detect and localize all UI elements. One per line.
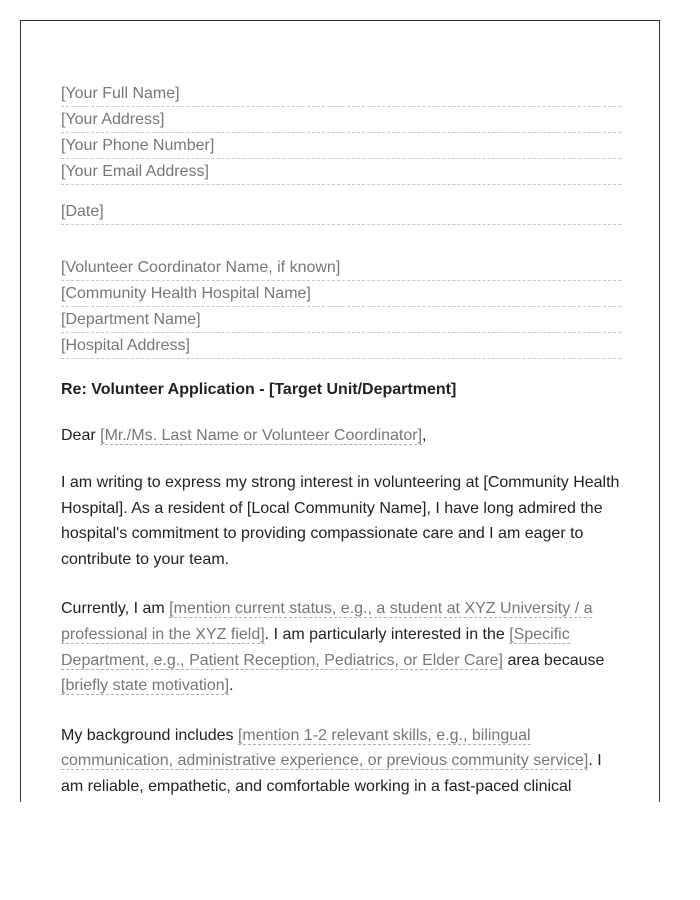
- sender-address-field[interactable]: [Your Address]: [61, 107, 621, 133]
- paragraph3-text-2: . I am reliable, empathetic, and comfortable working in a fast-paced clinical: [61, 752, 602, 795]
- current-status-placeholder[interactable]: [mention current status, e.g., a student at XYZ University / a professional in the XYZ field]: [61, 600, 593, 643]
- body-paragraph-1: I am writing to express my strong interest in volunteering at [Community Health Hospital]. As a resident of [Local Community Name], I have long admired the hospital's commitment to providing compassionate care and I am eager to contribute to your team.: [61, 474, 620, 568]
- motivation-placeholder[interactable]: [briefly state motivation]: [61, 677, 230, 695]
- letter-content: [61, 81, 621, 800]
- sender-name-field[interactable]: [Your Full Name]: [61, 81, 621, 107]
- body-paragraph-2: [61, 596, 621, 698]
- paragraph2-text-1: Currently, I am: [61, 600, 170, 618]
- spacer: [61, 225, 621, 255]
- paragraph2-text-4: .: [229, 677, 234, 695]
- paragraph2-text-2: . I am particularly interested in the: [264, 625, 510, 643]
- date-field[interactable]: [Date]: [61, 199, 621, 225]
- recipient-department-field[interactable]: [Department Name]: [61, 307, 621, 333]
- salutation-name-placeholder[interactable]: [Mr./Ms. Last Name or Volunteer Coordinator]: [100, 427, 423, 444]
- subject-line: Re: Volunteer Application - [Target Unit/Department]: [61, 381, 457, 398]
- letter-page: [20, 20, 660, 802]
- salutation-prefix: Dear: [61, 427, 101, 444]
- paragraph3-text-1: My background includes: [61, 726, 238, 744]
- sender-phone-field[interactable]: [Your Phone Number]: [61, 133, 621, 159]
- spacer: [61, 185, 621, 199]
- recipient-address-field[interactable]: [Hospital Address]: [61, 333, 621, 359]
- salutation-suffix: ,: [422, 427, 427, 444]
- sender-email-field[interactable]: [Your Email Address]: [61, 159, 621, 185]
- body-paragraph-3: [61, 723, 621, 800]
- recipient-hospital-field[interactable]: [Community Health Hospital Name]: [61, 281, 621, 307]
- skills-placeholder[interactable]: [mention 1-2 relevant skills, e.g., bilingual communication, administrative experience, or previous community service]: [61, 726, 589, 770]
- recipient-coordinator-field[interactable]: [Volunteer Coordinator Name, if known]: [61, 255, 621, 281]
- salutation: [61, 426, 621, 446]
- paragraph2-text-3: area because: [503, 651, 605, 669]
- specific-department-placeholder[interactable]: [Specific Department, e.g., Patient Reception, Pediatrics, or Elder Care]: [61, 625, 570, 669]
